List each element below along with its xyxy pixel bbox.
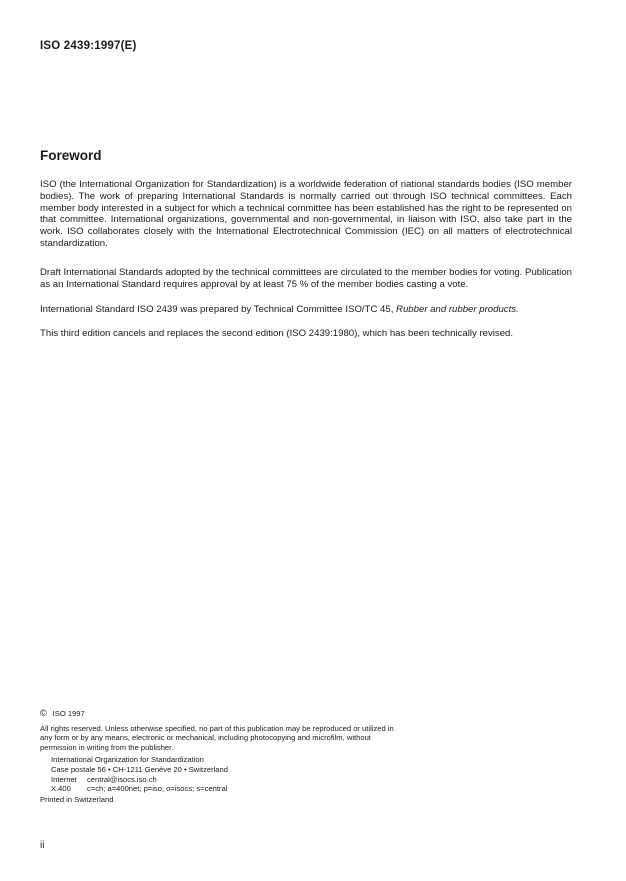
copyright-line xyxy=(40,709,400,719)
foreword-paragraph-4: This third edition cancels and replaces the second edition (ISO 2439:1980), which has been technically revised. xyxy=(40,328,514,339)
internet-address: central@isocs.iso.ch xyxy=(87,774,157,784)
copyright-block xyxy=(40,709,400,804)
foreword-heading: Foreword xyxy=(40,148,102,163)
x400-label: X.400 xyxy=(51,784,71,794)
internet-label: Internet xyxy=(51,774,77,784)
standard-identifier: ISO 2439:1997(E) xyxy=(40,40,137,52)
foreword-paragraph-3 xyxy=(40,304,572,316)
printed-in: Printed in Switzerland xyxy=(40,794,114,804)
postal-address: Case postale 56 • CH-1211 Genève 20 • Switzerland xyxy=(51,764,228,774)
technical-committee-text: International Standard ISO 2439 was prepared by Technical Committee ISO/TC 45, xyxy=(40,304,397,315)
rights-statement: All rights reserved. Unless otherwise specified, no part of this publication may be reproduced or utilized in any form or by any means, electronic or mechanical, including photocopying and microfilm, without permission in writing from the publisher. xyxy=(40,723,394,752)
internet-row xyxy=(51,775,400,785)
x400-address: c=ch; a=400net; p=iso; o=isocs; s=central xyxy=(87,784,228,794)
committee-title: Rubber and rubber products. xyxy=(396,304,519,315)
copyright-icon: © xyxy=(40,708,47,718)
copyright-notice: ISO 1997 xyxy=(52,709,85,718)
page-number: ii xyxy=(40,840,45,851)
foreword-paragraph-2: Draft International Standards adopted by the technical committees are circulated to the member bodies for voting. Publication as an International Standard requires approval by at least 75 % of the member bodies casting a vote. xyxy=(40,267,572,290)
x400-row xyxy=(51,784,400,794)
organization-name: International Organization for Standardization xyxy=(51,755,204,765)
publisher-address xyxy=(40,755,400,793)
foreword-paragraph-1: ISO (the International Organization for Standardization) is a worldwide federation of national standards bodies (ISO member bodies). The work of preparing International Standards is normally carried out through ISO technical committees. Each member body interested in a subject for which a technical committee has been established has the right to be represented on that committee. International organizations, governmental and non-governmental, in liaison with ISO, also take part in the work. ISO collaborates closely with the International Electrotechnical Commission (IEC) on all matters of electrotechnical standardization. xyxy=(40,179,572,249)
